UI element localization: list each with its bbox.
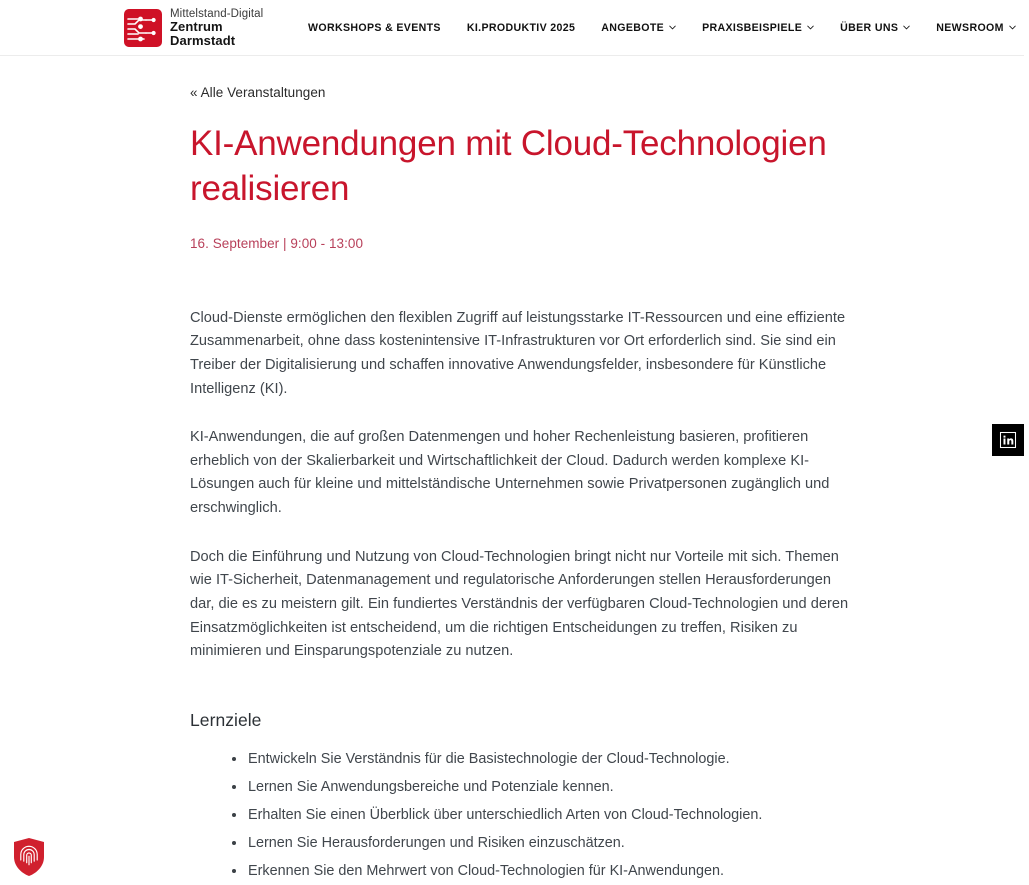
back-to-events-link[interactable]: « Alle Veranstaltungen bbox=[190, 85, 326, 100]
nav-label: ANGEBOTE bbox=[601, 22, 665, 34]
event-article bbox=[190, 56, 850, 885]
nav-label: PRAXISBEISPIELE bbox=[702, 22, 803, 34]
learning-goals-heading: Lernziele bbox=[190, 709, 262, 730]
paragraph: Cloud-Dienste ermöglichen den flexiblen Zugriff auf leistungsstarke IT-Ressourcen und eine effiziente Zusammenarbeit, ohne dass kostenintensive IT-Infrastrukturen vor Ort erforderlich sind. Sie sind ein Treiber der Digitalisierung und schaffen innovative Anwendungsfelder, insbesondere für Künstliche Intelligenz (KI). bbox=[190, 309, 846, 397]
chevron-down-icon bbox=[807, 24, 814, 31]
shield-fingerprint-icon bbox=[12, 837, 46, 877]
event-description bbox=[190, 307, 850, 664]
chevron-down-icon bbox=[669, 24, 676, 31]
logo-line-1: Mittelstand-Digital bbox=[170, 8, 264, 20]
nav-item-praxisbeispiele[interactable] bbox=[689, 0, 827, 56]
event-datetime: 16. September | 9:00 - 13:00 bbox=[190, 235, 364, 251]
list-item: Erkennen Sie den Mehrwert von Cloud-Technologien für KI-Anwendungen. bbox=[248, 857, 850, 885]
share-linkedin-button[interactable] bbox=[992, 424, 1024, 456]
nav-label: ÜBER UNS bbox=[840, 22, 899, 34]
chevron-down-icon bbox=[1009, 24, 1016, 31]
paragraph: KI-Anwendungen, die auf großen Datenmengen und hoher Rechenleistung basieren, profitieren erheblich von der Skalierbarkeit und Wirtschaftlichkeit der Cloud. Dadurch werden komplexe KI-Lösungen auch für kleine und mittelständische Unternehmen sowie Privatpersonen zugänglich und erschwinglich. bbox=[190, 429, 830, 517]
list-item: Entwickeln Sie Verständnis für die Basistechnologie der Cloud-Technologie. bbox=[248, 745, 850, 773]
main-navigation bbox=[308, 0, 1029, 56]
site-header bbox=[0, 0, 1024, 56]
nav-label: KI.PRODUKTIV 2025 bbox=[466, 22, 576, 34]
linkedin-icon bbox=[999, 431, 1017, 449]
logo-line-2: Zentrum bbox=[170, 19, 223, 35]
chevron-down-icon bbox=[903, 24, 910, 31]
nav-label: WORKSHOPS & EVENTS bbox=[308, 22, 441, 34]
nav-item-ueber-uns[interactable] bbox=[827, 0, 923, 56]
nav-label: NEWSROOM bbox=[936, 22, 1004, 34]
list-item: Erhalten Sie einen Überblick über unterschiedlich Arten von Cloud-Technologien. bbox=[248, 801, 850, 829]
list-item: Lernen Sie Herausforderungen und Risiken einzuschätzen. bbox=[248, 829, 850, 857]
list-item: Lernen Sie Anwendungsbereiche und Potenziale kennen. bbox=[248, 773, 850, 801]
nav-item-newsroom[interactable] bbox=[923, 0, 1029, 56]
circuit-board-icon bbox=[124, 9, 162, 47]
logo-line-3: Darmstadt bbox=[170, 33, 236, 49]
page-wrapper bbox=[0, 56, 1024, 885]
logo-wordmark bbox=[170, 8, 263, 48]
site-logo[interactable] bbox=[124, 8, 263, 48]
paragraph: Doch die Einführung und Nutzung von Cloud-Technologien bringt nicht nur Vorteile mit sich. Themen wie IT-Sicherheit, Datenmanagement und regulatorische Anforderungen stellen Herausforderungen dar, die es zu meistern gilt. Ein fundiertes Verständnis der verfügbaren Cloud-Technologien und deren Einsatzmöglichkeiten ist entscheidend, um die richtigen Entscheidungen zu treffen, Risiken zu minimieren und Einsparungspotenziale zu nutzen. bbox=[190, 548, 849, 660]
privacy-consent-badge[interactable] bbox=[12, 837, 46, 877]
page-title: KI-Anwendungen mit Cloud-Technologien realisieren bbox=[190, 124, 827, 208]
learning-goals-list bbox=[190, 745, 850, 885]
nav-item-workshops-events[interactable] bbox=[308, 0, 454, 56]
nav-item-ki-produktiv-2025[interactable] bbox=[454, 0, 588, 56]
nav-item-angebote[interactable] bbox=[588, 0, 689, 56]
